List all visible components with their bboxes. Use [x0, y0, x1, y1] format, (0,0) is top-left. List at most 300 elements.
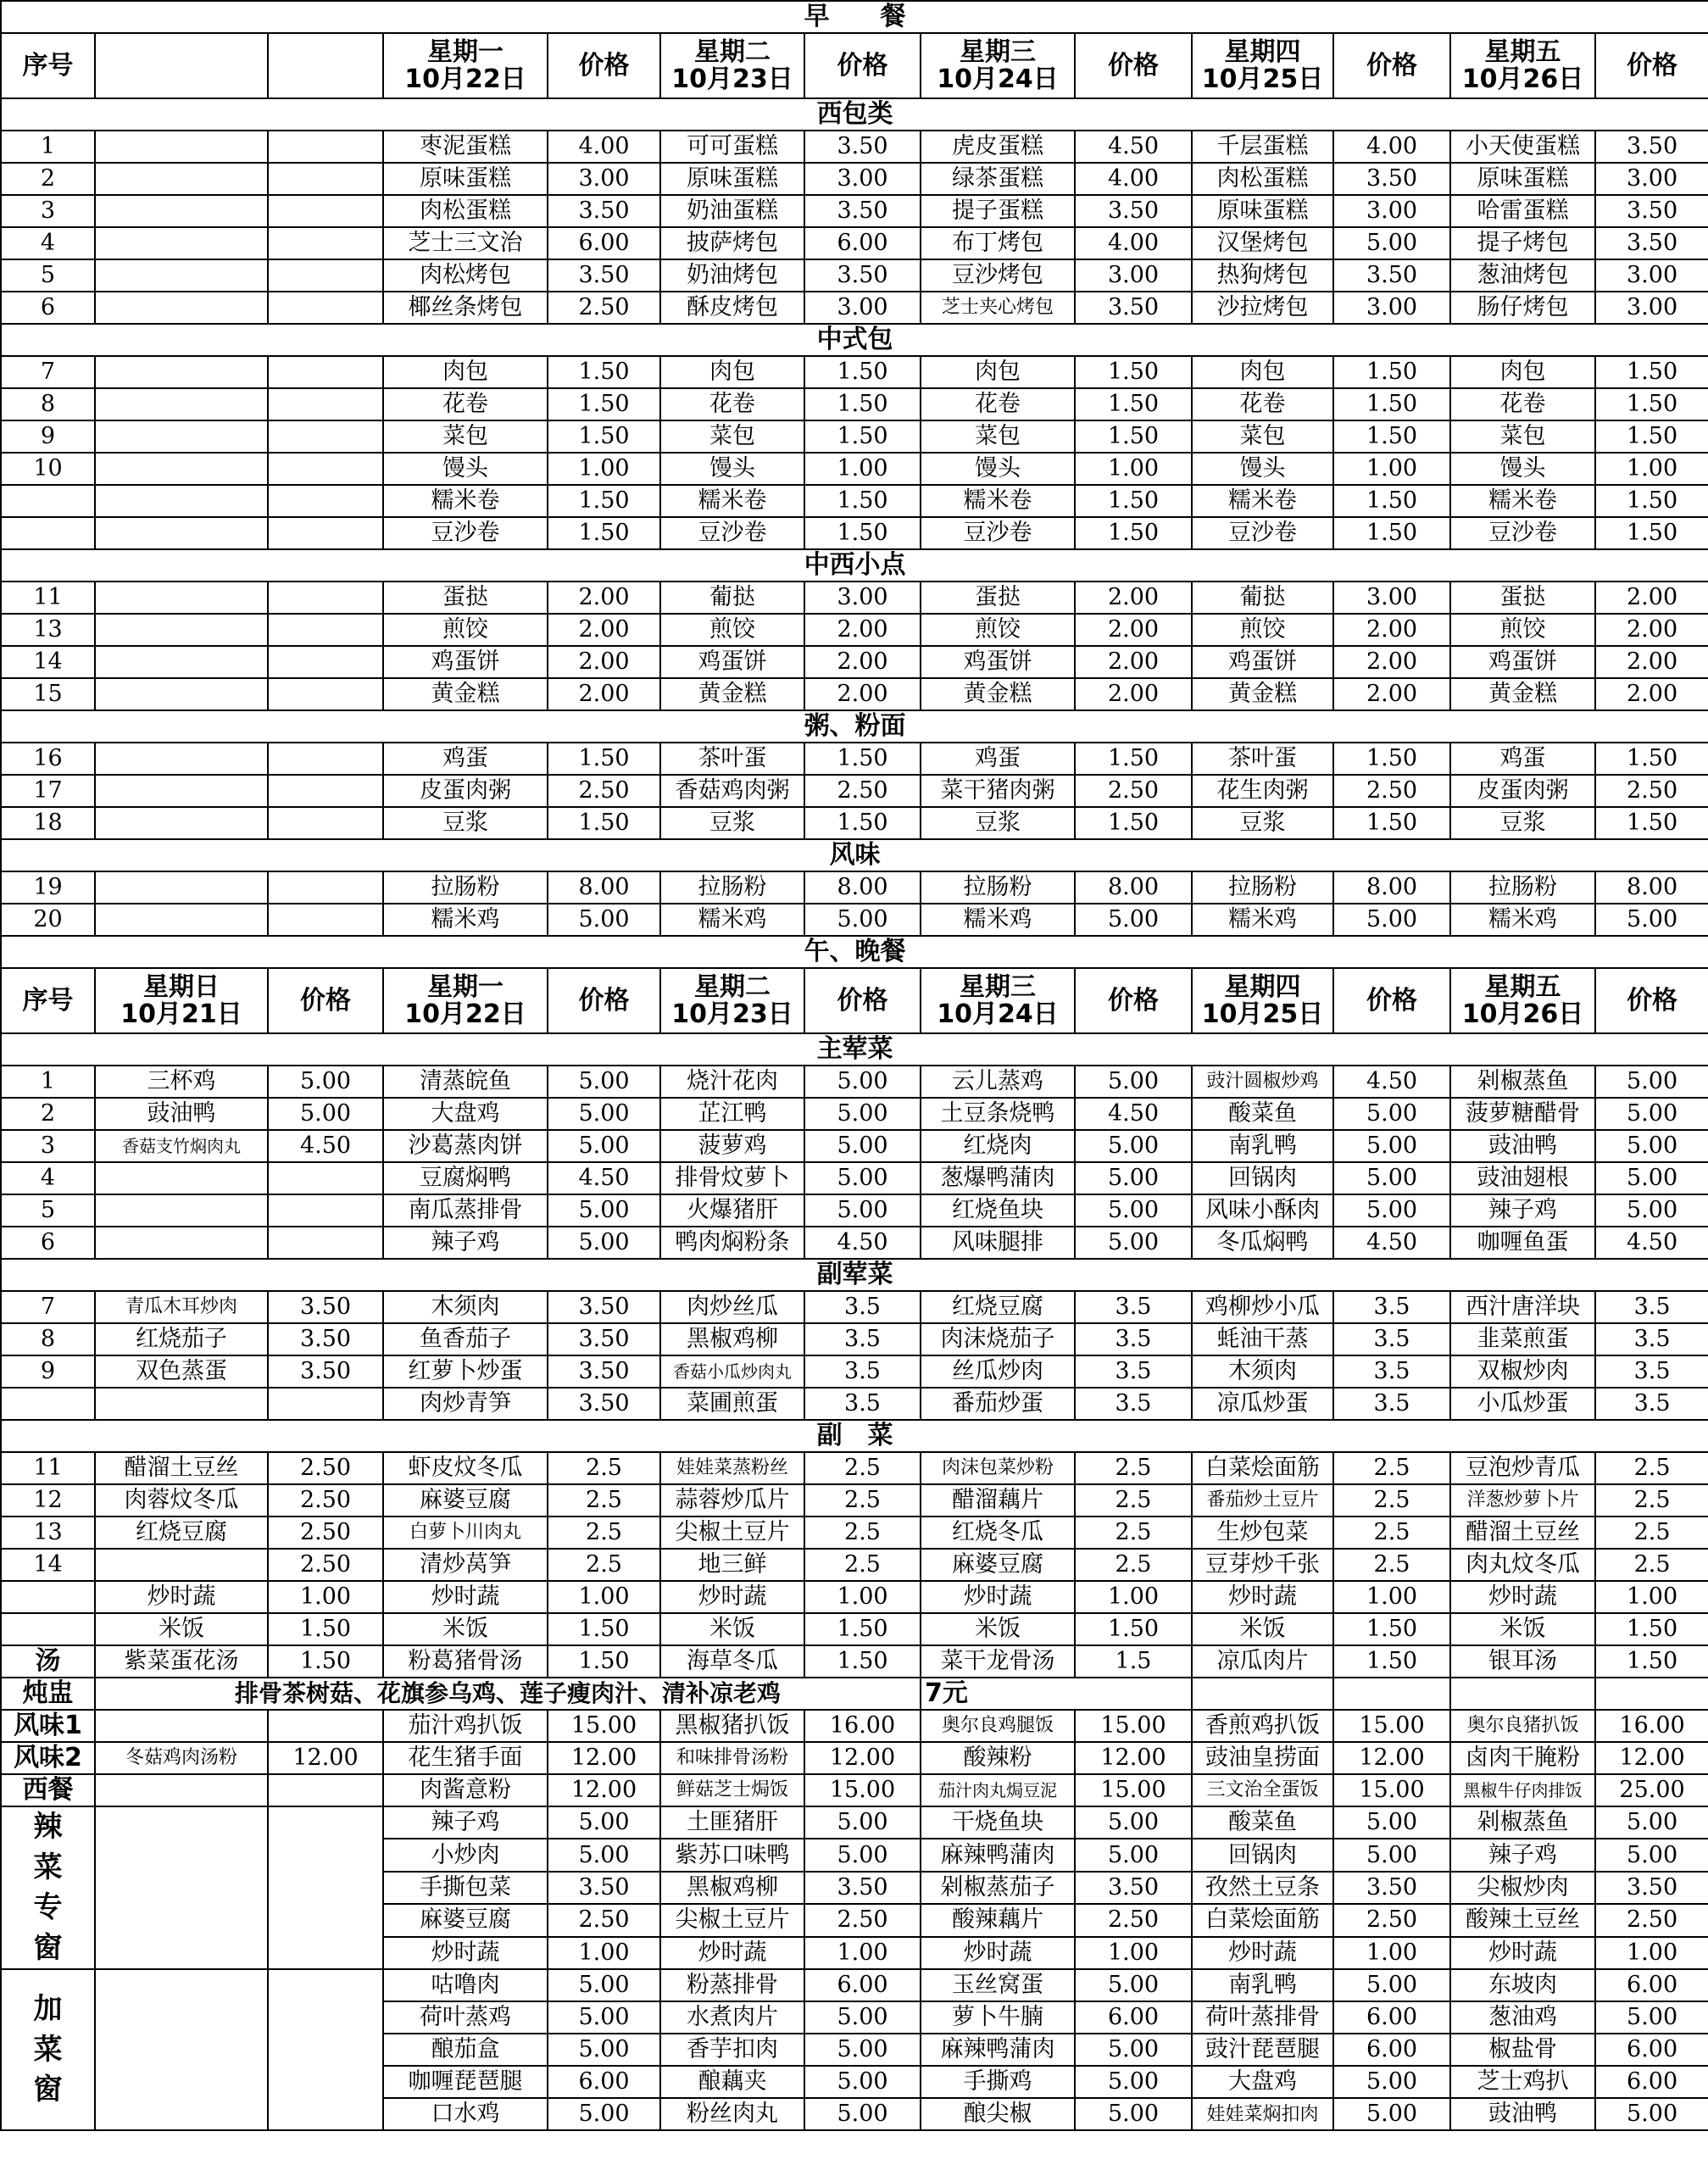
- dish-cell: 豆沙卷: [383, 517, 548, 549]
- price-cell: 3.5: [804, 1291, 921, 1323]
- price-cell: 1.00: [1595, 1937, 1708, 1970]
- price-cell: 2.00: [548, 678, 660, 710]
- price-cell: 4.50: [1075, 1098, 1192, 1130]
- price-cell: 3.00: [804, 163, 921, 195]
- dish-cell: 菠萝糖醋骨: [1450, 1098, 1595, 1130]
- dish-cell: 炒时蔬: [383, 1581, 548, 1613]
- price-cell: 12.00: [1075, 1742, 1192, 1774]
- price-cell: 1.50: [548, 356, 660, 388]
- price-cell: 2.00: [1075, 614, 1192, 646]
- price-cell: 5.00: [1333, 904, 1450, 936]
- price-cell: [268, 1162, 383, 1194]
- price-cell: 5.00: [1333, 1194, 1450, 1227]
- table-row: [1, 1969, 1708, 2001]
- dish-cell: 大盘鸡: [1192, 2066, 1333, 2098]
- price-cell: 3.50: [1333, 163, 1450, 195]
- price-cell: 6.00: [1333, 2034, 1450, 2066]
- price-cell: 2.5: [804, 1549, 921, 1581]
- dish-cell: 沙葛蒸肉饼: [383, 1130, 548, 1162]
- price-cell: 2.50: [1595, 1904, 1708, 1936]
- table-row: [1, 517, 1708, 549]
- column-header: 星期日 10月21日: [95, 968, 268, 1033]
- price-cell: 15.00: [1333, 1710, 1450, 1742]
- price-cell: 5.00: [804, 904, 921, 936]
- row-number: 3: [1, 195, 95, 227]
- dish-cell: 豆浆: [1192, 807, 1333, 839]
- price-cell: 1.00: [1075, 453, 1192, 485]
- dish-cell: 茄汁肉丸焗豆泥: [921, 1774, 1075, 1806]
- price-cell: [268, 131, 383, 163]
- dish-cell: 凉瓜炒蛋: [1192, 1388, 1333, 1420]
- price-cell: 1.50: [548, 388, 660, 420]
- column-header: 星期一 10月22日: [383, 968, 548, 1033]
- dish-cell: 小瓜炒蛋: [1450, 1388, 1595, 1420]
- dish-cell: 茶叶蛋: [660, 743, 804, 775]
- dish-cell: 黄金糕: [660, 678, 804, 710]
- price-cell: 5.00: [804, 1806, 921, 1839]
- dish-cell: 酿尖椒: [921, 2098, 1075, 2130]
- row-number: 5: [1, 259, 95, 292]
- dish-cell: 糯米鸡: [921, 904, 1075, 936]
- price-cell: 2.5: [548, 1484, 660, 1517]
- row-number: 5: [1, 1194, 95, 1227]
- dish-cell: 炒时蔬: [660, 1581, 804, 1613]
- price-cell: 5.00: [804, 2098, 921, 2130]
- price-cell: 5.00: [1333, 1839, 1450, 1871]
- price-cell: 1.50: [1075, 420, 1192, 453]
- price-cell: 2.5: [1075, 1517, 1192, 1549]
- dish-cell: 辣子鸡: [383, 1806, 548, 1839]
- dish-cell: 可可蛋糕: [660, 131, 804, 163]
- price-cell: 1.50: [1595, 743, 1708, 775]
- price-cell: [268, 388, 383, 420]
- price-cell: [268, 292, 383, 324]
- row-number: 8: [1, 388, 95, 420]
- dish-cell: 鲜菇芝士焗饭: [660, 1774, 804, 1806]
- price-cell: 5.00: [1075, 1066, 1192, 1098]
- column-header: 价格: [548, 33, 660, 98]
- price-cell: 5.00: [804, 2001, 921, 2034]
- price-cell: 1.50: [268, 1645, 383, 1678]
- dish-cell: 糯米卷: [1192, 485, 1333, 517]
- dish-cell: 肉包: [1192, 356, 1333, 388]
- price-cell: 12.00: [1595, 1742, 1708, 1774]
- table-row: [1, 131, 1708, 163]
- dish-cell: 红烧豆腐: [921, 1291, 1075, 1323]
- price-cell: [268, 485, 383, 517]
- price-cell: 6.00: [804, 1969, 921, 2001]
- dish-cell: 肉包: [660, 356, 804, 388]
- price-cell: 5.00: [1075, 1806, 1192, 1839]
- dish-cell: 西汁唐洋块: [1450, 1291, 1595, 1323]
- price-cell: 2.00: [1595, 678, 1708, 710]
- dish-cell: 芷江鸭: [660, 1098, 804, 1130]
- dish-cell: 原味蛋糕: [1192, 195, 1333, 227]
- table-row: [1, 356, 1708, 388]
- price-cell: 3.5: [1595, 1323, 1708, 1355]
- price-cell: 3.00: [1333, 582, 1450, 614]
- price-cell: 5.00: [548, 1194, 660, 1227]
- dish-cell: 紫菜蛋花汤: [95, 1645, 268, 1678]
- dish-cell: 拉肠粉: [1450, 871, 1595, 904]
- dish-cell: 鸡蛋饼: [921, 646, 1075, 678]
- price-cell: [268, 775, 383, 807]
- dish-cell: 菠萝鸡: [660, 1130, 804, 1162]
- column-header: [268, 33, 383, 98]
- dish-cell: 菜包: [921, 420, 1075, 453]
- price-cell: 5.00: [1075, 1969, 1192, 2001]
- dish-cell: 花卷: [921, 388, 1075, 420]
- dish-cell: 清蒸皖鱼: [383, 1066, 548, 1098]
- category-title: 风味: [1, 839, 1708, 871]
- empty-cell: [268, 1969, 383, 2130]
- special-row: [1, 1742, 1708, 1774]
- dish-cell: 豆浆: [1450, 807, 1595, 839]
- dish-cell: 米饭: [921, 1613, 1075, 1645]
- table-row: [1, 1355, 1708, 1388]
- price-cell: 2.5: [1333, 1517, 1450, 1549]
- row-number: 1: [1, 1066, 95, 1098]
- category-title: 副荤菜: [1, 1259, 1708, 1291]
- table-row: [1, 1066, 1708, 1098]
- price-cell: 2.50: [268, 1484, 383, 1517]
- dish-cell: 糯米卷: [1450, 485, 1595, 517]
- price-cell: 1.50: [548, 807, 660, 839]
- dish-cell: 黑椒鸡柳: [660, 1323, 804, 1355]
- price-cell: 1.50: [1075, 356, 1192, 388]
- price-cell: 3.00: [1075, 259, 1192, 292]
- table-row: [1, 614, 1708, 646]
- price-cell: 5.00: [1075, 1839, 1192, 1871]
- dish-cell: 糯米卷: [660, 485, 804, 517]
- price-cell: 1.00: [1075, 1937, 1192, 1970]
- price-cell: 3.50: [1595, 195, 1708, 227]
- dish-cell: 干烧鱼块: [921, 1806, 1075, 1839]
- price-cell: 3.50: [268, 1323, 383, 1355]
- dish-cell: 紫苏口味鸭: [660, 1839, 804, 1871]
- dish-cell: 韭菜煎蛋: [1450, 1323, 1595, 1355]
- dish-cell: 洋葱炒萝卜片: [1450, 1484, 1595, 1517]
- dish-cell: 香芋扣肉: [660, 2034, 804, 2066]
- dish-cell: 麻婆豆腐: [383, 1904, 548, 1936]
- column-header: 星期三 10月24日: [921, 33, 1075, 98]
- column-header: 星期一 10月22日: [383, 33, 548, 98]
- price-cell: 5.00: [1075, 1227, 1192, 1259]
- price-cell: [268, 614, 383, 646]
- price-cell: 3.00: [1333, 195, 1450, 227]
- price-cell: 1.50: [804, 420, 921, 453]
- dish-cell: 菜干龙骨汤: [921, 1645, 1075, 1678]
- dish-cell: 皮蛋肉粥: [383, 775, 548, 807]
- row-number: 6: [1, 1227, 95, 1259]
- dish-cell: 回锅肉: [1192, 1162, 1333, 1194]
- dish-cell: 拉肠粉: [921, 871, 1075, 904]
- price-cell: 1.50: [804, 485, 921, 517]
- dish-cell: 糯米卷: [383, 485, 548, 517]
- dish-cell: 豆浆: [383, 807, 548, 839]
- dish-cell: 红烧肉: [921, 1130, 1075, 1162]
- dish-cell: [95, 1774, 268, 1806]
- category-title: 西包类: [1, 98, 1708, 131]
- dish-cell: 煎饺: [1450, 614, 1595, 646]
- table-row: [1, 485, 1708, 517]
- price-cell: 2.50: [268, 1517, 383, 1549]
- dish-cell: 糯米鸡: [1450, 904, 1595, 936]
- price-cell: 12.00: [1333, 1742, 1450, 1774]
- dish-cell: 豆沙卷: [1192, 517, 1333, 549]
- dish-cell: 奥尔良鸡腿饭: [921, 1710, 1075, 1742]
- table-row: [1, 195, 1708, 227]
- price-cell: 1.50: [1333, 1645, 1450, 1678]
- column-header: 序号: [1, 33, 95, 98]
- dish-cell: 麻婆豆腐: [383, 1484, 548, 1517]
- dish-cell: 皮蛋肉粥: [1450, 775, 1595, 807]
- row-number: 13: [1, 614, 95, 646]
- price-cell: 1.00: [1595, 453, 1708, 485]
- price-cell: 1.50: [1075, 743, 1192, 775]
- price-cell: 5.00: [548, 1806, 660, 1839]
- row-number: 2: [1, 1098, 95, 1130]
- special-label: 风味2: [1, 1742, 95, 1774]
- dish-cell: 菜包: [1450, 420, 1595, 453]
- spicy-window-label: [1, 1806, 95, 1969]
- price-cell: 2.00: [1595, 582, 1708, 614]
- extra-label-text: 加菜窗: [33, 1991, 63, 2107]
- price-cell: 1.50: [1075, 517, 1192, 549]
- dish-cell: 白菜烩面筋: [1192, 1452, 1333, 1484]
- price-cell: 1.50: [804, 1613, 921, 1645]
- dish-cell: 双椒炒肉: [1450, 1355, 1595, 1388]
- dish-cell: 酸辣藕片: [921, 1904, 1075, 1936]
- dish-cell: 花卷: [1192, 388, 1333, 420]
- row-number: 18: [1, 807, 95, 839]
- price-cell: 3.5: [804, 1388, 921, 1420]
- table-row: [1, 1549, 1708, 1581]
- price-cell: 8.00: [1075, 871, 1192, 904]
- category-row: [1, 1420, 1708, 1452]
- dish-cell: 沙拉烤包: [1192, 292, 1333, 324]
- dish-cell: 肉松烤包: [383, 259, 548, 292]
- column-header: 价格: [1075, 968, 1192, 1033]
- dish-cell: 和味排骨汤粉: [660, 1742, 804, 1774]
- dish-cell: 肉包: [921, 356, 1075, 388]
- category-row: [1, 98, 1708, 131]
- price-cell: [268, 1710, 383, 1742]
- table-row: [1, 420, 1708, 453]
- row-number: 9: [1, 420, 95, 453]
- price-cell: 1.00: [548, 1581, 660, 1613]
- dish-cell: [95, 356, 268, 388]
- dish-cell: 糯米卷: [921, 485, 1075, 517]
- price-cell: 2.50: [548, 1904, 660, 1936]
- special-label: 风味1: [1, 1710, 95, 1742]
- dish-cell: 麻辣鸭蒲肉: [921, 2034, 1075, 2066]
- price-cell: 5.00: [804, 2066, 921, 2098]
- dish-cell: 酸辣粉: [921, 1742, 1075, 1774]
- price-cell: 2.50: [804, 1904, 921, 1936]
- dish-cell: 剁椒蒸鱼: [1450, 1806, 1595, 1839]
- price-cell: 5.00: [1595, 1098, 1708, 1130]
- price-cell: [268, 743, 383, 775]
- dish-cell: 椰丝条烤包: [383, 292, 548, 324]
- dish-cell: 绿茶蛋糕: [921, 163, 1075, 195]
- dish-cell: 凉瓜肉片: [1192, 1645, 1333, 1678]
- dish-cell: 肉炒丝瓜: [660, 1291, 804, 1323]
- dish-cell: 酸辣土豆丝: [1450, 1904, 1595, 1936]
- price-cell: 1.00: [804, 1581, 921, 1613]
- dish-cell: 辣子鸡: [1450, 1194, 1595, 1227]
- dish-cell: 菜包: [383, 420, 548, 453]
- dish-cell: 菜包: [1192, 420, 1333, 453]
- price-cell: 6.00: [1595, 2034, 1708, 2066]
- dish-cell: 手撕包菜: [383, 1872, 548, 1904]
- price-cell: 1.50: [1333, 420, 1450, 453]
- price-cell: 1.50: [548, 420, 660, 453]
- price-cell: 12.00: [268, 1742, 383, 1774]
- dish-cell: [95, 163, 268, 195]
- dish-cell: 南瓜蒸排骨: [383, 1194, 548, 1227]
- price-cell: 2.00: [1075, 678, 1192, 710]
- price-cell: 2.00: [1595, 646, 1708, 678]
- price-cell: 4.50: [268, 1130, 383, 1162]
- row-number: 2: [1, 163, 95, 195]
- price-cell: 2.00: [804, 614, 921, 646]
- price-cell: 2.00: [804, 678, 921, 710]
- dish-cell: 肉沫包菜炒粉: [921, 1452, 1075, 1484]
- price-cell: 3.5: [1075, 1388, 1192, 1420]
- dish-cell: 米饭: [1192, 1613, 1333, 1645]
- dish-cell: 咖喱琵琶腿: [383, 2066, 548, 2098]
- price-cell: 1.50: [1595, 807, 1708, 839]
- price-cell: 5.00: [804, 1839, 921, 1871]
- column-header: 星期四 10月25日: [1192, 33, 1333, 98]
- price-cell: 3.00: [1595, 259, 1708, 292]
- price-cell: 1.50: [1075, 485, 1192, 517]
- dish-cell: 冬瓜焖鸭: [1192, 1227, 1333, 1259]
- dish-cell: 香煎鸡扒饭: [1192, 1710, 1333, 1742]
- price-cell: 3.50: [804, 1872, 921, 1904]
- special-row: [1, 1710, 1708, 1742]
- dish-cell: 豆沙烤包: [921, 259, 1075, 292]
- price-cell: 3.00: [804, 292, 921, 324]
- dish-cell: 糯米鸡: [1192, 904, 1333, 936]
- dish-cell: 芝士三文治: [383, 227, 548, 259]
- price-cell: 12.00: [548, 1742, 660, 1774]
- dish-cell: 鸡蛋饼: [1192, 646, 1333, 678]
- price-cell: 3.50: [804, 195, 921, 227]
- table-row: [1, 1806, 1708, 1839]
- dish-cell: 红烧豆腐: [95, 1517, 268, 1549]
- price-cell: 1.50: [548, 743, 660, 775]
- dish-cell: 汉堡烤包: [1192, 227, 1333, 259]
- price-cell: [268, 582, 383, 614]
- dish-cell: 馒头: [660, 453, 804, 485]
- price-cell: 1.50: [804, 1645, 921, 1678]
- price-cell: 3.5: [804, 1355, 921, 1388]
- dish-cell: 粉蒸排骨: [660, 1969, 804, 2001]
- dish-cell: 酿茄盒: [383, 2034, 548, 2066]
- dish-cell: 花卷: [383, 388, 548, 420]
- price-cell: 4.00: [1075, 227, 1192, 259]
- price-cell: 5.00: [1595, 1130, 1708, 1162]
- dish-cell: 黄金糕: [1192, 678, 1333, 710]
- dish-cell: 风味小酥肉: [1192, 1194, 1333, 1227]
- price-cell: 2.00: [1075, 646, 1192, 678]
- price-cell: 6.00: [1075, 2001, 1192, 2034]
- dish-cell: 芝士鸡扒: [1450, 2066, 1595, 2098]
- price-cell: 2.00: [804, 646, 921, 678]
- dish-cell: 肉松蛋糕: [1192, 163, 1333, 195]
- price-cell: 2.00: [548, 614, 660, 646]
- price-cell: 2.5: [1075, 1549, 1192, 1581]
- dish-cell: 南乳鸭: [1192, 1130, 1333, 1162]
- price-cell: [268, 1774, 383, 1806]
- dish-cell: 丝瓜炒肉: [921, 1355, 1075, 1388]
- dish-cell: 豆芽炒千张: [1192, 1549, 1333, 1581]
- column-header: 价格: [1333, 33, 1450, 98]
- price-cell: 4.00: [1333, 131, 1450, 163]
- empty-cell: [1450, 1678, 1595, 1710]
- price-cell: 5.00: [1595, 2098, 1708, 2130]
- dish-cell: 鱼香茄子: [383, 1323, 548, 1355]
- dish-cell: 青瓜木耳炒肉: [95, 1291, 268, 1323]
- dish-cell: 葡挞: [660, 582, 804, 614]
- price-cell: 5.00: [804, 2034, 921, 2066]
- price-cell: 2.5: [1075, 1484, 1192, 1517]
- row-number: 4: [1, 1162, 95, 1194]
- dish-cell: 馒头: [1192, 453, 1333, 485]
- dish-cell: [95, 292, 268, 324]
- dish-cell: 布丁烤包: [921, 227, 1075, 259]
- dish-cell: 生炒包菜: [1192, 1517, 1333, 1549]
- price-cell: 8.00: [804, 871, 921, 904]
- price-cell: 2.5: [1333, 1549, 1450, 1581]
- price-cell: 3.5: [1595, 1291, 1708, 1323]
- price-cell: 2.5: [1333, 1484, 1450, 1517]
- price-cell: 1.50: [1595, 388, 1708, 420]
- dish-cell: 肉丸炆冬瓜: [1450, 1549, 1595, 1581]
- dish-cell: 花卷: [1450, 388, 1595, 420]
- price-cell: 1.50: [804, 743, 921, 775]
- price-cell: 5.00: [1333, 2066, 1450, 2098]
- price-cell: 5.00: [1595, 1839, 1708, 1871]
- price-cell: 2.5: [1595, 1517, 1708, 1549]
- price-cell: 3.50: [1075, 195, 1192, 227]
- price-cell: 2.5: [1595, 1452, 1708, 1484]
- row-number: 汤: [1, 1645, 95, 1678]
- dish-cell: [95, 1710, 268, 1742]
- stew-price: 7元: [921, 1678, 1192, 1710]
- price-cell: 6.00: [804, 227, 921, 259]
- price-cell: 5.00: [1333, 2098, 1450, 2130]
- dish-cell: 炒时蔬: [95, 1581, 268, 1613]
- dish-cell: 清炒莴笋: [383, 1549, 548, 1581]
- dish-cell: 咖喱鱼蛋: [1450, 1227, 1595, 1259]
- price-cell: 3.00: [1595, 292, 1708, 324]
- price-cell: 1.50: [1595, 517, 1708, 549]
- price-cell: 3.50: [268, 1291, 383, 1323]
- dish-cell: 卤肉干腌粉: [1450, 1742, 1595, 1774]
- price-cell: 2.00: [548, 646, 660, 678]
- dish-cell: [95, 388, 268, 420]
- dish-cell: 虎皮蛋糕: [921, 131, 1075, 163]
- dish-cell: 萝卜牛腩: [921, 2001, 1075, 2034]
- price-cell: 5.00: [1595, 1194, 1708, 1227]
- column-header: 星期五 10月26日: [1450, 968, 1595, 1033]
- price-cell: [268, 259, 383, 292]
- column-header: 价格: [804, 968, 921, 1033]
- dish-cell: 三杯鸡: [95, 1066, 268, 1098]
